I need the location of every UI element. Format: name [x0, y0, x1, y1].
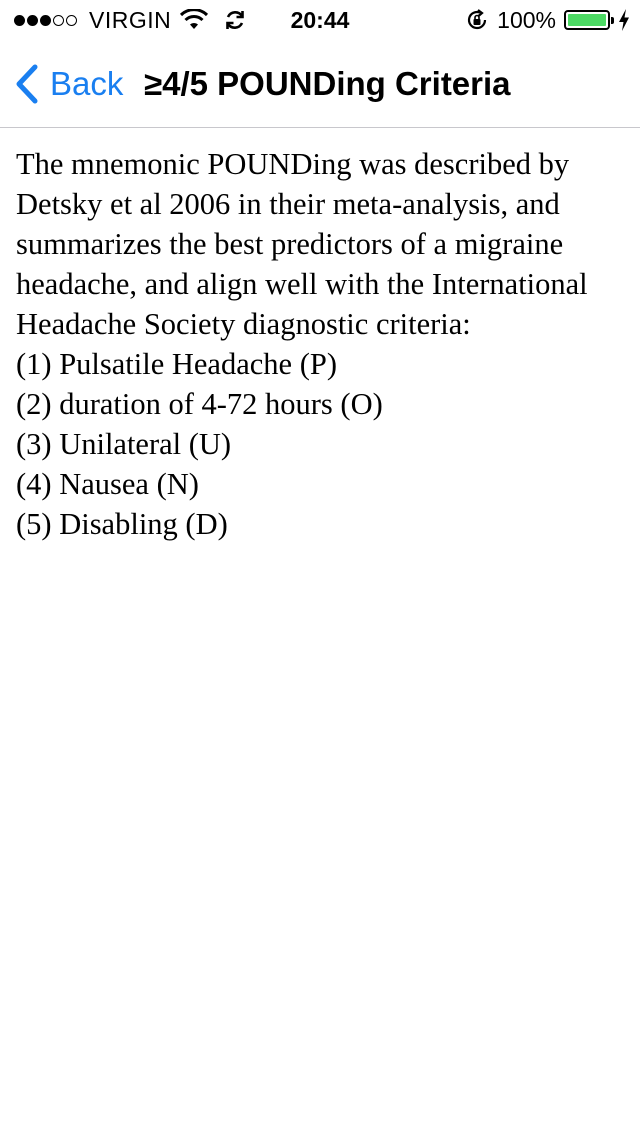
- back-button[interactable]: [14, 40, 123, 128]
- page-title: ≥4/5 POUNDing Criteria: [144, 65, 511, 102]
- battery-icon: [564, 10, 610, 30]
- criteria-item: (2) duration of 4-72 hours (O): [16, 387, 383, 421]
- orientation-lock-icon: [465, 8, 489, 32]
- back-button-label: Back: [50, 65, 124, 102]
- chevron-left-icon: [14, 63, 40, 105]
- criteria-item: (1) Pulsatile Headache (P): [16, 347, 337, 381]
- charging-bolt-icon: [618, 9, 630, 31]
- status-time: 20:44: [290, 7, 350, 33]
- navigation-bar: [0, 40, 640, 128]
- status-right: [465, 0, 630, 40]
- battery-percent: 100%: [497, 6, 556, 33]
- intro-text: The mnemonic POUNDing was described by Detsky et al 2006 in their meta-analysis, and summarizes the best predictors of a migraine headache, and align well with the International Headache Society diagnostic criteria:: [16, 147, 588, 341]
- criteria-content: [16, 144, 626, 544]
- status-bar: [0, 0, 640, 40]
- criteria-list: [16, 344, 626, 544]
- criteria-item: (3) Unilateral (U): [16, 427, 232, 461]
- carrier-name: VIRGIN: [89, 6, 172, 33]
- battery-fill: [568, 14, 606, 26]
- battery-cap: [611, 17, 614, 24]
- criteria-item: (4) Nausea (N): [16, 467, 199, 501]
- criteria-item: (5) Disabling (D): [16, 507, 228, 541]
